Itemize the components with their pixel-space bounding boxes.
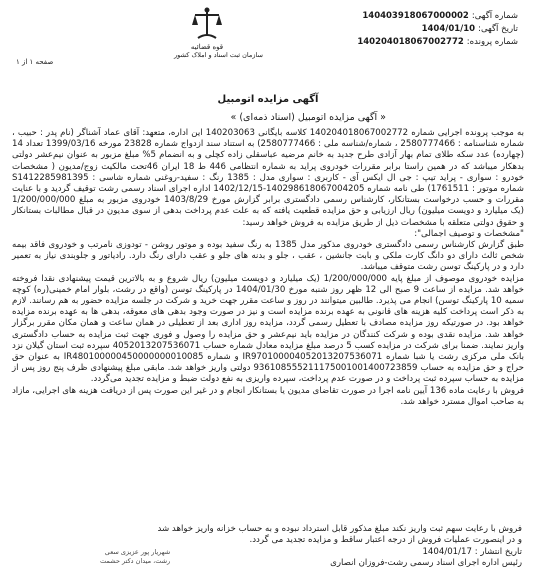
signer: رئیس اداره اجرای اسناد رسمی رشت-فروزان انصاری <box>330 558 522 569</box>
case-number: 140204018067002772 <box>357 37 464 47</box>
ad-footer <box>157 524 522 570</box>
org-subtitle: سازمان ثبت اسناد و املاک کشور <box>174 51 263 59</box>
ad-date: 1404/01/10 <box>421 24 476 34</box>
ad-body <box>12 128 524 408</box>
org-name: قوه قضائیه <box>190 43 224 51</box>
publish-date: 1404/01/17 <box>422 546 472 557</box>
ad-number: 140403918067000002 <box>362 11 469 21</box>
ad-date-row <box>308 23 518 36</box>
paragraph: مزایده خودروی موصوف از مبلغ پایه 1/200/000/000 (یک میلیارد و دویست میلیون) ریال شروع و به بالاترین قیمت پیشنهادی نقدا فروخته خواهد شد. مزایده از ساعت 9 صبح الی 12 ظهر روز شنبه مورخ 1404/01/30 در پارکینگ توسن (واقع در رشت، بلوار امام خمینی(ره) کوچه سمیه 10 پارکینگ توسن) انجام می پذیرد. طالبین میتوانند در روز و ساعت مقرر جهت خرید و شرکت در جلسه مزایده حضور به هم رسانند. لازم به ذکر است پرداخت کلیه هزینه های قانونی به عهده برنده مزایده است و نیز در صورت وجود بدهی های معوقه، بدهی ها به عهده برنده مزایده خواهد بود. در صورتیکه روز مزایده مصادف با تعطیل رسمی گردد، مزایده روز اداری بعد از تعطیلی در همان ساعت و همان مکان مقرر برگزار خواهد شد. مزایده نقدی بوده و شرکت کنندگان در مزایده باید نیم‌عشر و حق مزایده را وصول و فوری جهت ثبت مزایده به حساب دادگستری واریز نمایند. ضمنا برای شرکت در مزایده کسب 5 درصد مبلغ مزایده معادل شماره حساب 4052013207536071 سپرده ثبت استان گیلان نزد بانک ملی مرکزی رشت یا شبا شماره IR970100004052013207536071 و شماره IR480100000450000000010085 به عنوان حق حراج و حق مزایده به حساب 936108555211175001001400723859 دولتی واریز خواهد شد. مابقی مبلغ پیشنهادی ظرف پنج روز پس از مزایده به حساب سپرده ثبت پرداخت و در صورت عدم پرداخت، سپرده واریزی به نفع دولت ضبط و مزایده تجدید می‌گردد. <box>12 273 524 385</box>
ad-metadata <box>308 10 518 49</box>
ad-title: آگهی مزایده اتومبیل <box>217 94 319 105</box>
paragraph: فروش با رعایت ماده 136 آیین نامه اجرا در صورت تقاضای مدیون یا بستانکار انجام و در غیر این صورت پس از دریافت هزینه های اجرایی، مازاد به صاحب اموال مسترد خواهد شد. <box>11 385 524 407</box>
case-number-row <box>308 36 518 49</box>
publish-date-row <box>157 547 522 558</box>
footer-line: و در اینصورت عملیات فروش از درجه اعتبار ساقط و مزایده تجدید می گردد. <box>249 535 522 546</box>
paragraph: "مشخصات و توصیف اجمالی": <box>414 228 524 239</box>
signature-block <box>100 548 170 566</box>
case-number-label: شماره پرونده: <box>466 37 518 47</box>
paragraph: طبق گزارش کارشناس رسمی دادگستری خودروی مذکور مدل 1385 به رنگ سفید بوده و موتور روشن - تودوزی نامرتب و خودروی فاقد بیمه شخص ثالث دارای دو دانگ کارت ملکی و بابت جانشین ، عقب ، جلو و بدنه های جلو و عقب دارای رنگ دارد. رادیاتور و جلوبندی نیاز به تعمیر دارد و در پارکینگ توسن رشت متوقف میباشد. <box>12 240 524 273</box>
ad-number-row <box>308 10 518 23</box>
judiciary-emblem <box>174 6 263 59</box>
page-indicator: صفحه ۱ از ۱ <box>16 58 54 66</box>
footer-line: فروش با رعایت سهم ثبت واریز نکند مبلغ مذکور قابل استرداد نبوده و به حساب خزانه واریز خواهد شد <box>157 524 522 534</box>
ad-date-label: تاریخ آگهی: <box>478 24 518 34</box>
signature-line: رشت، میدان دکتر حشمت <box>100 557 171 565</box>
paragraph: به موجب پرونده اجرایی شماره 140204018067002772 کلاسه بایگانی 140203063 این اداره، متعهد: آقای عماد آشناگر (نام پدر : حبیب ، شماره شناسنامه : 2580777466 ، شماره/شناسه ملی : 2580777466) به استناد سند ازدواج شماره 23828 مورخه 1399/03/16 تعداد 14 (چهارده) عدد سکه طلای تمام بهار آزادی طرح جدید به خانم مرضیه عباسقلی زاده کچلی و به انضمام 5% مبلغ مزبور به عنوان نیم‌عشر دولتی بدهکار میباشد که در همین راستا برابر مقررات خودروی پراید به شماره انتظامی 446 ط 18 ایران 46تحت مالکیت زوج/مدیون ( مشخصات خودرو : سواری - پراید تیپ : جی ال ایکس آی - کاربری : سواری مدل : 1385 رنگ : سفید-روغنی شماره شاسی : S1412285981395 شماره موتور : 1761511) طی نامه شماره 140298618067004205-1402/12/15 اداره اجرای اسناد رسمی رشت توقیف گردید و با عنایت مقررات و حسب درخواست بستانکار، کارشناس رسمی دادگستری برابر گزارش مورخ 1403/8/29 خودروی مزبور به مبلغ 1/200/000/000 (یک میلیارد و دویست میلیون) ریال ارزیابی و حق مزایده قطعیت یافته که به علت عدم پرداخت بدهی از سوی مدیون در قبال مطالبات بستانکار و حقوق دولتی متعلقه با مشخصات ذیل از طریق مزایده به فروش خواهد رسید: <box>12 128 525 228</box>
scales-emblem-icon <box>190 6 224 42</box>
publish-label: تاریخ انتشار : <box>474 546 522 557</box>
ad-subtitle: « آگهی مزایده اتومبیل (اسناد ذمه‌ای) » <box>230 112 386 123</box>
signature-line: شهریار پور عزیزی سعی <box>104 548 171 556</box>
ad-number-label: شماره آگهی: <box>471 11 518 21</box>
